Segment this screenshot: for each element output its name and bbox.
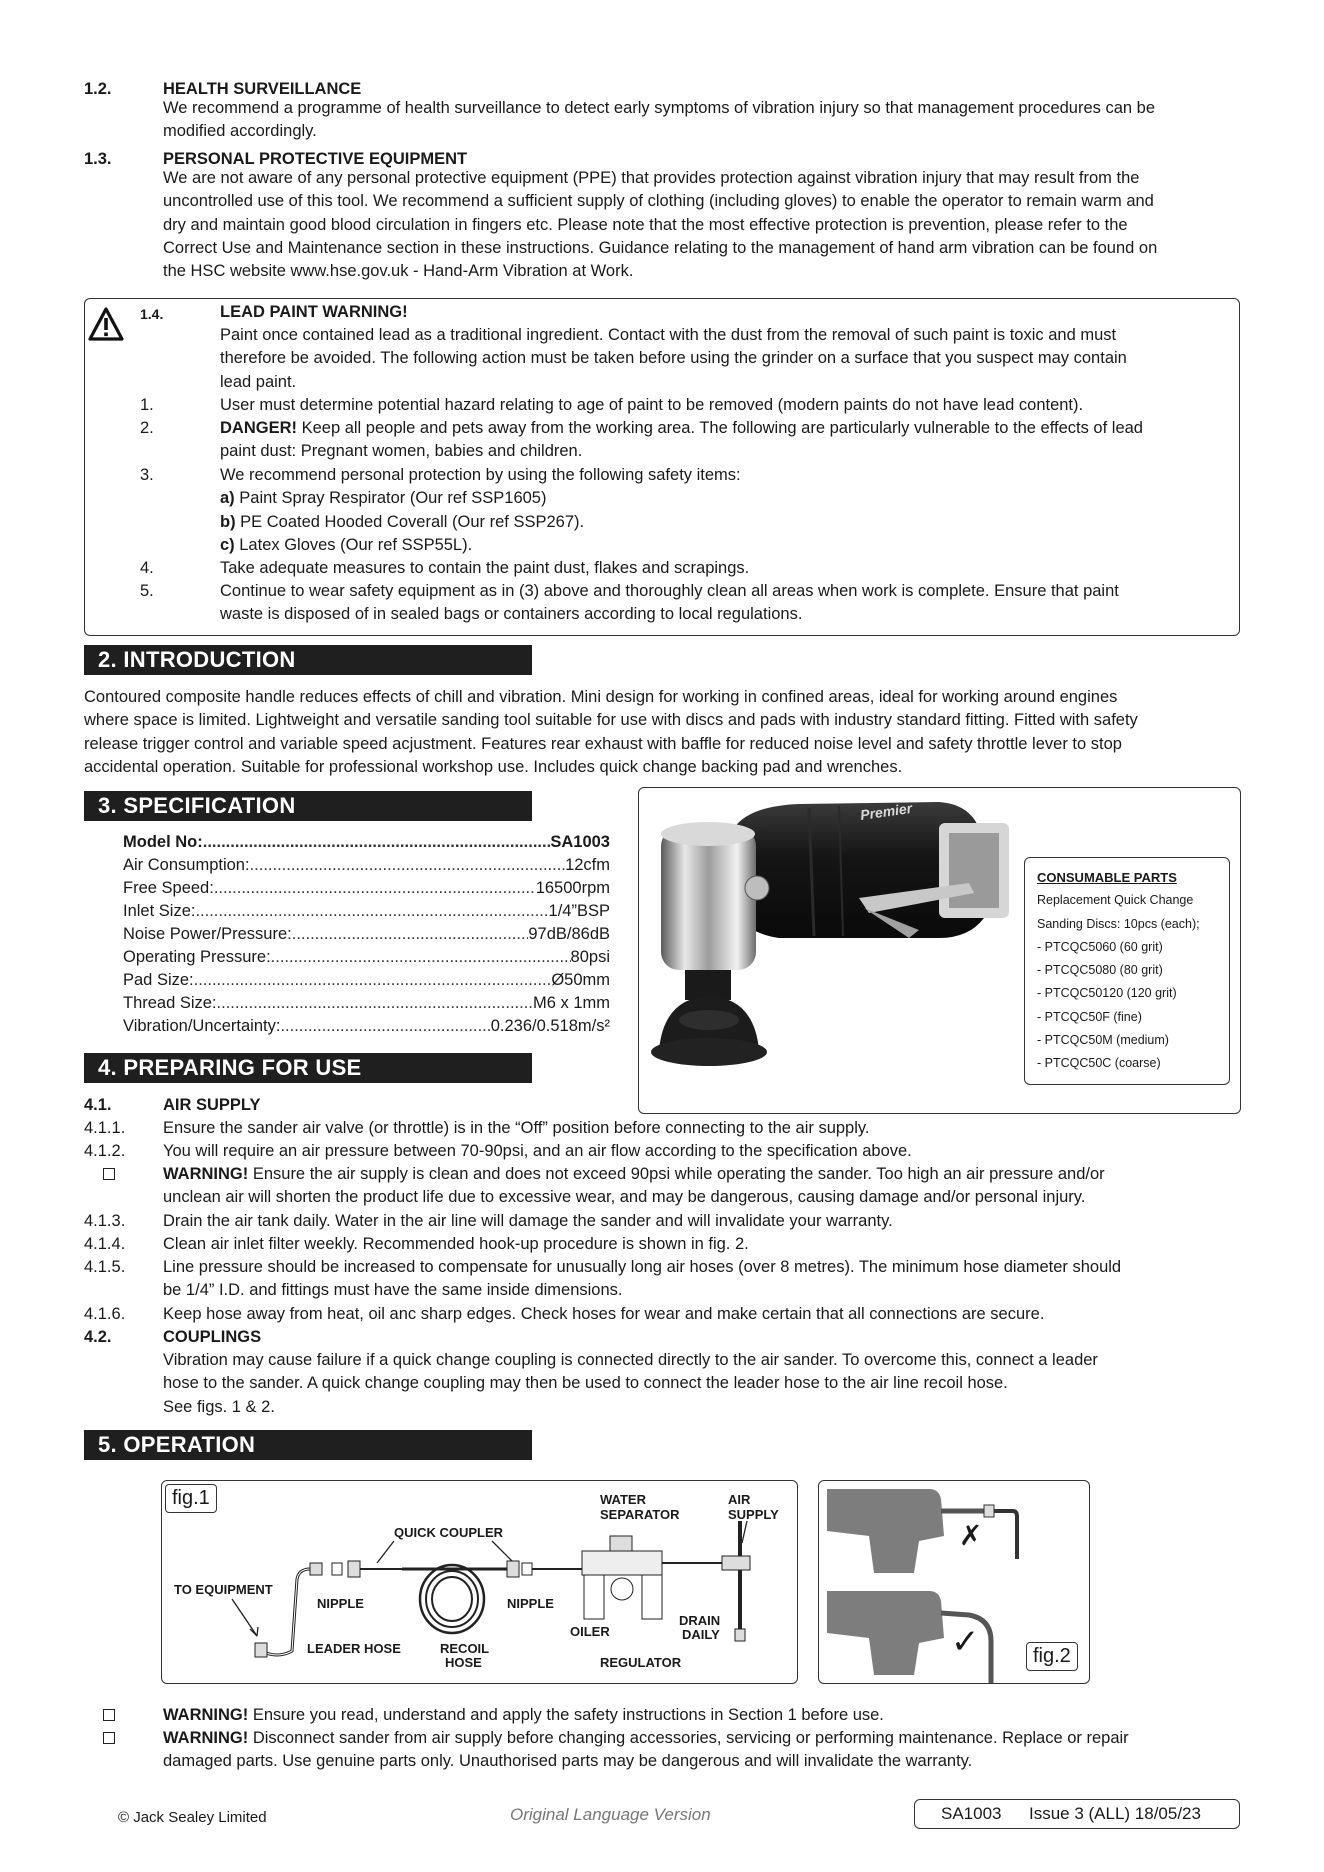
section-1-3-number: 1.3.	[84, 150, 112, 168]
air-supply-label: SUPPLY	[728, 1507, 779, 1522]
consumable-item: - PTCQC50M (medium)	[1037, 1033, 1169, 1048]
section-1-3-text: We are not aware of any personal protective equipment (PPE) that provides protection against vibration injury that may result from the uncontrolled use of this tool. We recommend a sufficient supply of clothing (including gloves) to enable the operator to remain warm and dry and maintain good blood circulation in fingers etc. Please note that the most effective protection is prevention, please refer to the Correct Use and Maintenance section in these instructions. Guidance relating to the management of hand arm vibration can be found on the HSC website www.hse.gov.uk - Hand-Arm Vibration at Work.	[163, 169, 1158, 281]
section-4-1-2-text: You will require an air pressure between 70-90psi, and an air flow according to the specification above.	[163, 1142, 912, 1160]
section-4-1-3-number: 4.1.3.	[84, 1212, 126, 1230]
lead-item-3-text: We recommend personal protection by using the following safety items: a) Paint Spray Respirator (Our ref SSP1605) b) PE Coated Hooded Coverall (Our ref SSP267). c) Latex Gloves (Our ref SSP55L).	[220, 466, 741, 554]
drain-label: DAILY	[682, 1627, 720, 1642]
oiler-label: OILER	[570, 1624, 610, 1639]
consumable-item: - PTCQC5060 (60 grit)	[1037, 939, 1163, 954]
fig-1-label: fig.1	[165, 1484, 217, 1513]
lead-item-3-number: 3.	[140, 466, 154, 484]
spec-row: Noise Power/Pressure: ..... 97dB/86dB	[123, 923, 610, 946]
spec-row: Model No: ..... SA1003	[123, 831, 610, 854]
spec-row: Pad Size: ..... Ø50mm	[123, 969, 610, 992]
section-4-1-6-text: Keep hose away from heat, oil anc sharp edges. Check hoses for wear and make certain that all connections are secure.	[163, 1305, 1045, 1323]
consumable-item: - PTCQC50120 (120 grit)	[1037, 986, 1177, 1001]
section-1-4-number: 1.4.	[140, 306, 164, 322]
section-1-2-number: 1.2.	[84, 80, 112, 98]
fig-2-label: fig.2	[1026, 1642, 1078, 1671]
spec-row: Air Consumption: ..... 12cfm	[123, 854, 610, 877]
cross-icon: ✗	[959, 1520, 983, 1551]
regulator-label: REGULATOR	[600, 1655, 682, 1670]
section-4-2-text: Vibration may cause failure if a quick change coupling is connected directly to the air sander. To overcome this, connect a leader hose to the sander. A quick change coupling may then be used to connect the leader hose to the air line recoil hose. See figs. 1 & 2.	[163, 1351, 1098, 1416]
section-4-1-title: AIR SUPPLY	[163, 1096, 261, 1114]
consumable-item: - PTCQC50C (coarse)	[1037, 1056, 1161, 1071]
lead-item-4-text: Take adequate measures to contain the paint dust, flakes and scrapings.	[220, 559, 750, 577]
spec-row: Free Speed: ..... 16500rpm	[123, 877, 610, 900]
water-separator-label: SEPARATOR	[600, 1507, 680, 1522]
section-1-2-title: HEALTH SURVEILLANCE	[163, 80, 362, 98]
quick-coupler-label: QUICK COUPLER	[394, 1525, 504, 1540]
consumable-parts-title: CONSUMABLE PARTS	[1037, 870, 1177, 885]
nipple-label: NIPPLE	[507, 1596, 554, 1611]
consumable-parts-box	[1024, 857, 1230, 1085]
section-4-2-title: COUPLINGS	[163, 1328, 262, 1346]
section-4-1-5-number: 4.1.5.	[84, 1258, 126, 1276]
lead-item-5-text: Continue to wear safety equipment as in (3) above and thoroughly clean all areas when work is complete. Ensure that paint waste is disposed of in sealed bags or containers according to local regulations.	[220, 582, 1119, 624]
section-4-1-5-text: Line pressure should be increased to compensate for unusually long air hoses (over 8 metres). The minimum hose diameter should be 1/4” I.D. and fittings must have the same inside dimensions.	[163, 1258, 1122, 1300]
air-supply-label: AIR	[728, 1492, 751, 1507]
spec-row: Thread Size: ..... M6 x 1mm	[123, 992, 610, 1015]
air-line-diagram	[162, 1481, 798, 1684]
lead-paint-intro: Paint once contained lead as a traditional ingredient. Contact with the dust from the removal of such paint is toxic and must therefore be avoided. The following action must be taken before using the grinder on a surface that you suspect may contain lead paint.	[220, 326, 1127, 391]
section-4-1-number: 4.1.	[84, 1096, 112, 1114]
nipple-label: NIPPLE	[317, 1596, 364, 1611]
recoil-hose-label: HOSE	[445, 1655, 482, 1670]
section-4-2-number: 4.2.	[84, 1328, 112, 1346]
section-1-warning: WARNING! Ensure you read, understand and apply the safety instructions in Section 1 before use.	[163, 1706, 884, 1724]
preparing-header: 4. PREPARING FOR USE	[84, 1053, 532, 1083]
section-4-1-4-number: 4.1.4.	[84, 1235, 126, 1253]
checkbox-icon	[103, 1732, 115, 1744]
spec-row: Inlet Size: ..... 1/4”BSP	[123, 900, 610, 923]
air-supply-warning: WARNING! Ensure the air supply is clean and does not exceed 90psi while operating the sander. Too high an air pressure and/or unclean air will shorten the product life due to excessive wear, and may be dangerous, causing damage and/or personal injury.	[163, 1165, 1105, 1207]
operation-header: 5. OPERATION	[84, 1430, 532, 1460]
section-4-1-6-number: 4.1.6.	[84, 1305, 126, 1323]
to-equipment-label: TO EQUIPMENT	[174, 1582, 273, 1597]
fig-1-diagram	[161, 1480, 798, 1684]
introduction-text: Contoured composite handle reduces effects of chill and vibration. Mini design for working in confined areas, ideal for working around engines where space is limited. Lightweight and versatile sanding tool suitable for use with discs and pads with industry standard fitting. Fitted with safety release trigger control and variable speed acjustment. Features rear exhaust with baffle for reduced noise level and safety throttle lever to stop accidental operation. Suitable for professional workshop use. Includes quick change backing pad and wrenches.	[84, 688, 1138, 776]
checkbox-icon	[103, 1709, 115, 1721]
language-version: Original Language Version	[510, 1805, 711, 1824]
leader-hose-label: LEADER HOSE	[307, 1641, 401, 1656]
lead-item-4-number: 4.	[140, 559, 154, 577]
section-4-1-4-text: Clean air inlet filter weekly. Recommended hook-up procedure is shown in fig. 2.	[163, 1235, 749, 1253]
checkbox-icon	[103, 1168, 115, 1180]
warning-triangle-icon	[88, 306, 124, 342]
fig-2-diagram	[818, 1480, 1090, 1684]
lead-item-1-number: 1.	[140, 396, 154, 414]
water-separator-label: WATER	[600, 1492, 646, 1507]
model-number: SA1003	[941, 1804, 1002, 1823]
tick-icon: ✓	[951, 1623, 980, 1661]
specification-header: 3. SPECIFICATION	[84, 791, 532, 821]
consumable-item: - PTCQC50F (fine)	[1037, 1009, 1142, 1024]
section-1-3-title: PERSONAL PROTECTIVE EQUIPMENT	[163, 150, 468, 168]
brand-logo: Premier	[859, 799, 914, 823]
lead-item-2-number: 2.	[140, 419, 154, 437]
disconnect-warning: WARNING! Disconnect sander from air supply before changing accessories, servicing or performing maintenance. Replace or repair damaged parts. Use genuine parts only. Unauthorised parts may be dangerous and will invalidate the warranty.	[163, 1729, 1129, 1771]
spec-row: Vibration/Uncertainty: ..... 0.236/0.518m/s²	[123, 1015, 610, 1038]
consumable-line: Sanding Discs: 10pcs (each);	[1037, 916, 1200, 931]
lead-item-1-text: User must determine potential hazard relating to age of paint to be removed (modern paints do not have lead content).	[220, 396, 1084, 414]
section-4-1-3-text: Drain the air tank daily. Water in the air line will damage the sander and will invalidate your warranty.	[163, 1212, 893, 1230]
spec-row: Operating Pressure: ..... 80psi	[123, 946, 610, 969]
issue-info: Issue 3 (ALL) 18/05/23	[1028, 1804, 1201, 1823]
introduction-header: 2. INTRODUCTION	[84, 645, 532, 675]
consumable-item: - PTCQC5080 (80 grit)	[1037, 963, 1163, 978]
section-1-4-title: LEAD PAINT WARNING!	[220, 303, 408, 321]
section-1-2-text: We recommend a programme of health surveillance to detect early symptoms of vibration injury so that management procedures can be modified accordingly.	[163, 99, 1156, 141]
issue-box	[914, 1799, 1240, 1829]
section-4-1-2-number: 4.1.2.	[84, 1142, 126, 1160]
consumable-line: Replacement Quick Change	[1037, 893, 1194, 908]
section-4-1-1-number: 4.1.1.	[84, 1119, 126, 1137]
lead-item-5-number: 5.	[140, 582, 154, 600]
lead-item-2-text: DANGER! Keep all people and pets away from the working area. The following are particularly vulnerable to the effects of lead paint dust: Pregnant women, babies and children.	[220, 419, 1143, 461]
recoil-hose-label: RECOIL	[440, 1641, 490, 1656]
copyright: © Jack Sealey Limited	[118, 1809, 267, 1826]
section-4-1-1-text: Ensure the sander air valve (or throttle) is in the “Off” position before connecting to the air supply.	[163, 1119, 870, 1137]
drain-label: DRAIN	[679, 1613, 721, 1628]
